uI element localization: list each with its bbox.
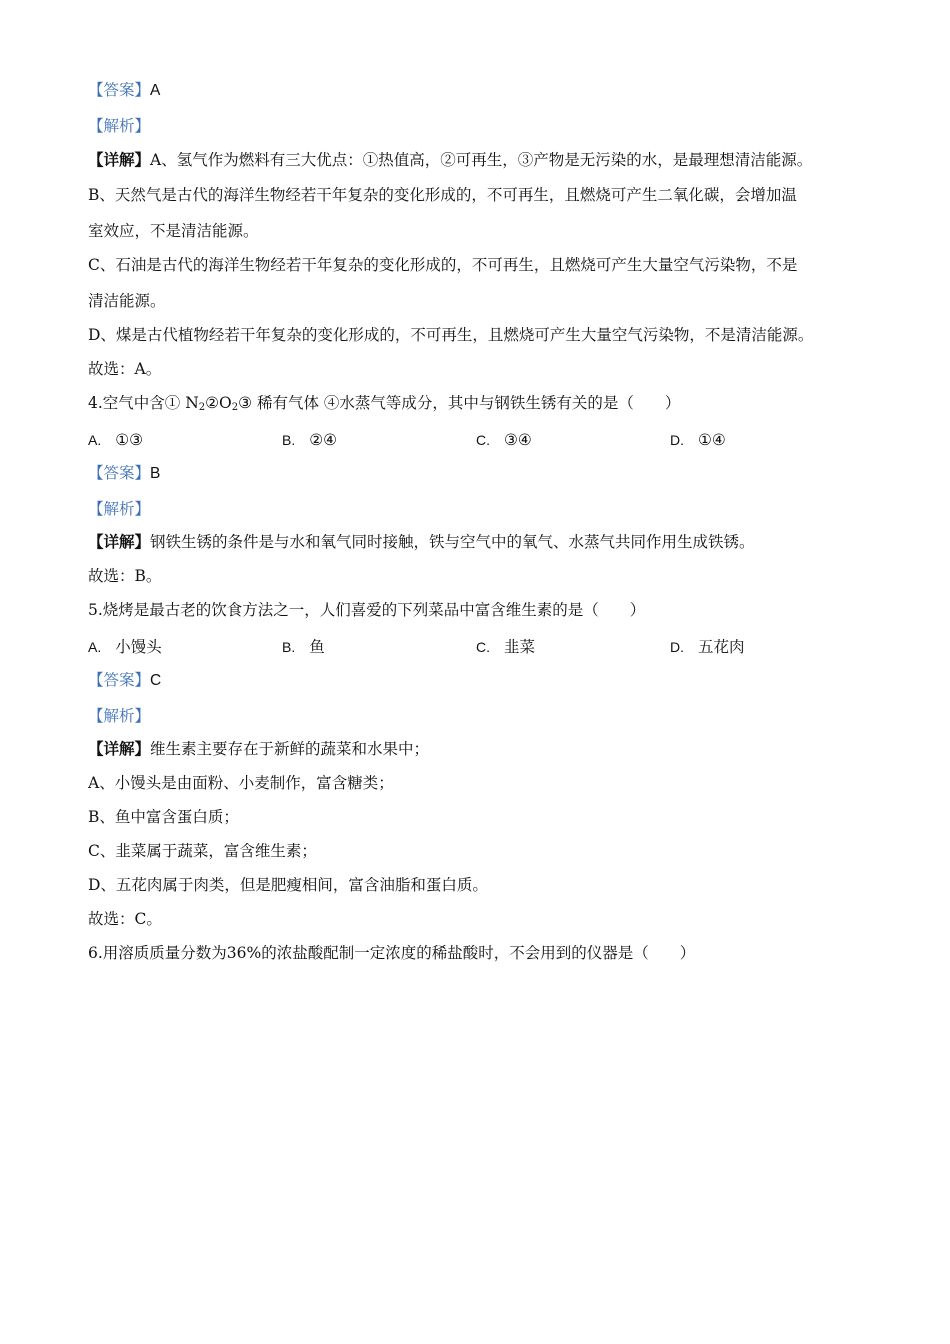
q4-answer-line: [88, 463, 878, 484]
q3-detail-line-2: 室效应，不是清洁能源。: [88, 222, 259, 240]
option-letter: C.: [476, 432, 490, 448]
q5-detail-line-0: [88, 739, 878, 759]
q4-stem-mid: ②O: [205, 394, 232, 412]
analysis-tag: 【解析】: [88, 707, 151, 725]
q4-n-subscript: 2: [198, 402, 206, 413]
option-letter: B.: [282, 432, 296, 448]
q3-detail-line-1: B、天然气是古代的海洋生物经若干年复杂的变化形成的，不可再生，且燃烧可产生二氧化碳，会增加温: [88, 186, 797, 204]
option-letter: A.: [88, 432, 102, 448]
q5-detail-line-3: C、韭菜属于蔬菜，富含维生素；: [88, 842, 317, 860]
q5-detail-line-1: A、小馒头是由面粉、小麦制作，富含糖类；: [88, 774, 394, 792]
q5-detail-line-2: B、鱼中富含蛋白质；: [88, 808, 239, 826]
detail-text: 钢铁生锈的条件是与水和氧气同时接触，铁与空气中的氧气、水蒸气共同作用生成铁锈。: [150, 533, 755, 551]
detail-tag: 【详解】: [88, 150, 151, 169]
analysis-tag: 【解析】: [88, 117, 151, 135]
q5-analysis-tag: [88, 706, 878, 726]
q5-option-a: [88, 637, 162, 657]
q4-stem-prefix: 4.空气中含① N: [88, 394, 199, 412]
q3-detail-line-3: C、石油是古代的海洋生物经若干年复杂的变化形成的，不可再生，且燃烧可产生大量空气污染物，不是: [88, 256, 798, 274]
q4-stem: [88, 393, 878, 413]
option-text: ③④: [504, 431, 532, 449]
detail-tag: 【详解】: [88, 532, 151, 551]
analysis-tag: 【解析】: [88, 500, 151, 518]
q4-option-c: [476, 430, 532, 450]
q4-stem-suffix: ③ 稀有气体 ④水蒸气等成分，其中与钢铁生锈有关的是（ ）: [238, 394, 681, 412]
answer-value: C: [150, 672, 162, 689]
option-text: 五花肉: [698, 638, 745, 656]
answer-tag: 【答案】: [88, 81, 151, 99]
q3-conclusion: 故选：A。: [88, 360, 162, 378]
q5-conclusion: 故选：C。: [88, 910, 162, 928]
option-letter: D.: [670, 639, 684, 655]
option-letter: C.: [476, 639, 490, 655]
q4-detail-line-0: [88, 532, 878, 552]
option-text: ①④: [698, 431, 726, 449]
q5-option-c: [476, 637, 535, 657]
answer-tag: 【答案】: [88, 464, 151, 482]
option-letter: A.: [88, 639, 102, 655]
q4-option-d: [670, 430, 726, 450]
detail-text: 维生素主要存在于新鲜的蔬菜和水果中；: [150, 740, 430, 758]
q3-detail-line-5: D、煤是古代植物经若干年复杂的变化形成的，不可再生，且燃烧可产生大量空气污染物，不是清洁能源。: [88, 326, 814, 344]
q3-detail-line-0: [88, 150, 878, 170]
option-letter: D.: [670, 432, 684, 448]
q5-option-d: [670, 637, 745, 657]
option-text: ②④: [309, 431, 338, 449]
answer-value: A: [150, 82, 161, 99]
option-text: 鱼: [309, 638, 325, 656]
option-text: 韭菜: [504, 638, 536, 656]
q5-detail-line-4: D、五花肉属于肉类，但是肥瘦相间，富含油脂和蛋白质。: [88, 876, 488, 894]
q4-option-b: [282, 430, 337, 450]
q5-answer-line: [88, 670, 878, 691]
q3-answer-line: [88, 80, 878, 101]
q5-option-b: [282, 637, 325, 657]
q3-analysis-tag: [88, 116, 878, 136]
q3-detail-line-4: 清洁能源。: [88, 292, 166, 310]
answer-value: B: [150, 465, 161, 482]
option-text: ①③: [115, 431, 144, 449]
q4-option-a: [88, 430, 143, 450]
q4-o-subscript: 2: [231, 402, 239, 413]
q4-conclusion: 故选：B。: [88, 567, 162, 585]
q4-analysis-tag: [88, 499, 878, 519]
answer-tag: 【答案】: [88, 671, 151, 689]
q5-stem: 5.烧烤是最古老的饮食方法之一，人们喜爱的下列菜品中富含维生素的是（ ）: [88, 601, 646, 619]
q6-stem: 6.用溶质质量分数为36%的浓盐酸配制一定浓度的稀盐酸时，不会用到的仪器是（ ）: [88, 944, 696, 962]
option-text: 小馒头: [115, 638, 162, 656]
option-letter: B.: [282, 639, 296, 655]
detail-tag: 【详解】: [88, 739, 151, 758]
detail-text: A、氢气作为燃料有三大优点：①热值高，②可再生，③产物是无污染的水，是最理想清洁能源。: [150, 151, 813, 169]
